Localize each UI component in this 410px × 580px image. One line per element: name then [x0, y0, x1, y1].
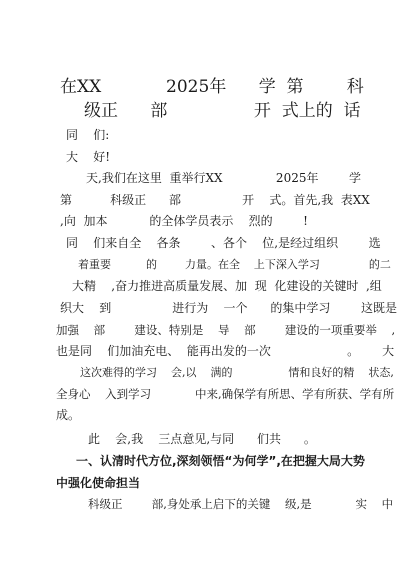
speech-title-line-2: 级正 部 开 式上的 话	[84, 101, 361, 121]
body-line: 也是同 们加油充电、 能再出发的一次 。 大	[56, 344, 395, 358]
body-line: 同 们来自全 各条 、各个 位,是经过组织 选	[66, 236, 381, 250]
body-line: 着重要 的 力量。在全 上下深入学习 的二	[78, 258, 391, 271]
body-line: 天,我们在这里 重举行XX 2025年 学	[86, 171, 361, 185]
body-line: 成。	[56, 408, 81, 422]
body-line: 加强 部 建设、特别是 导 部 建设的一项重要举 ,	[56, 323, 396, 337]
section-heading-line-2: 中强化使命担当	[56, 476, 141, 490]
salutation-line-1: 同 们:	[66, 128, 110, 142]
body-line: 第 科级正 部 开 式。首先,我 表XX	[60, 193, 370, 207]
body-line: 大精 ,奋力推进高质量发展、加 现 化建设的关键时 ,组	[72, 279, 382, 293]
body-line: 这次难得的学习 会,以 满的 情和良好的精 状态,	[80, 366, 394, 379]
body-line: ,向 加本 的全体学员表示 烈的 !	[60, 214, 308, 228]
body-line: 全身心 入到学习 中来,确保学有所思、学有所获、学有所	[56, 387, 395, 401]
speech-title-line-1: 在XX 2025年 学 第 科	[60, 77, 364, 97]
body-line: 织大 到 进行为 一个 的集中学习 这既是	[60, 301, 397, 315]
body-line: 此 会,我 三点意见,与同 们共 。	[88, 432, 316, 446]
body-line-last: 科级正 部,身处承上启下的关键 级,是 实 中	[88, 497, 394, 511]
section-heading-line-1: 一、认清时代方位,深刻领悟“为何学”,在把握大局大势	[76, 454, 365, 468]
salutation-line-2: 大 好!	[66, 150, 111, 164]
